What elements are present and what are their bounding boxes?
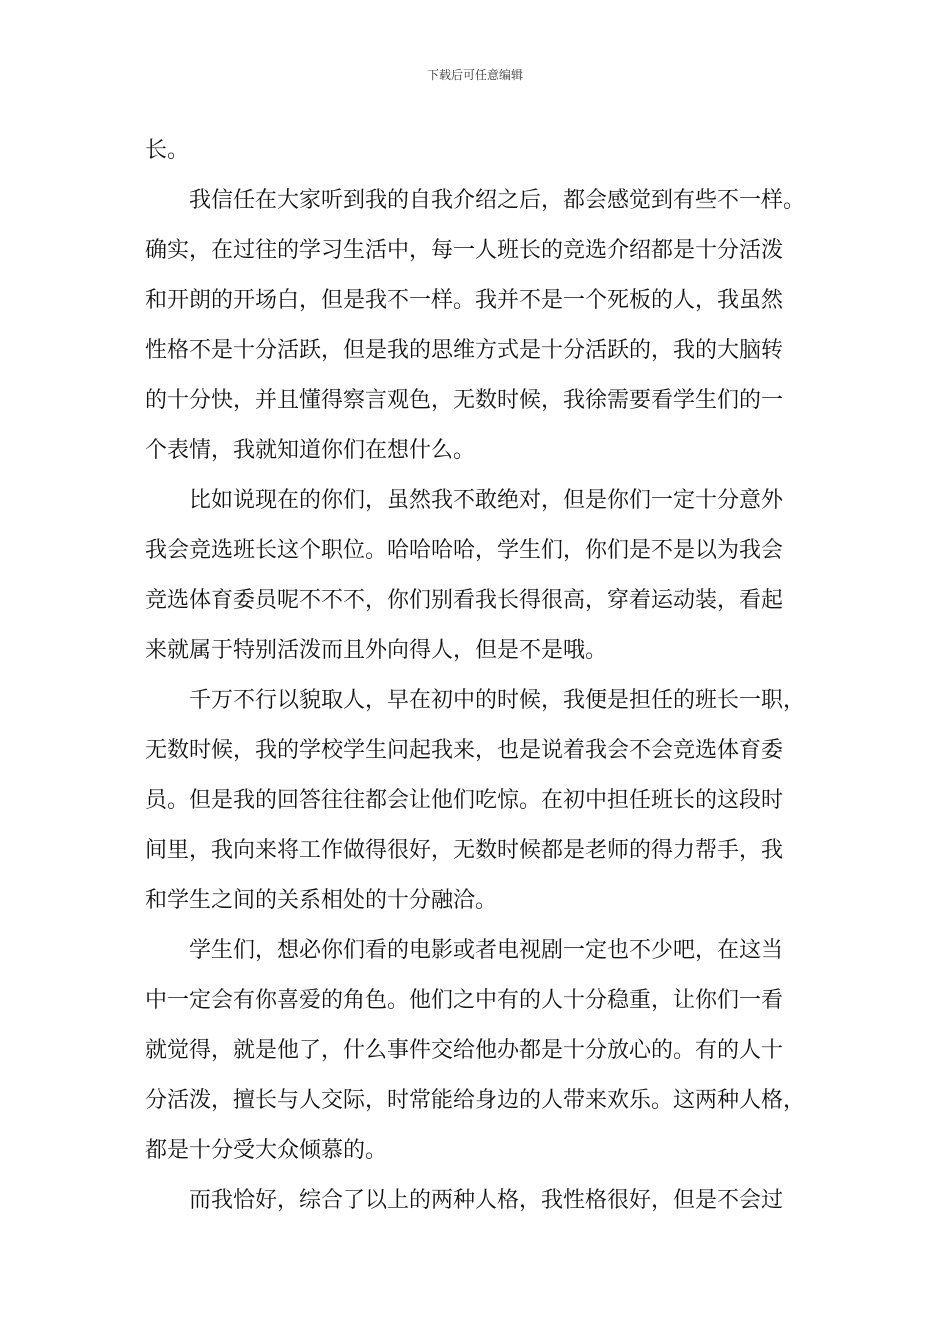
text-line: 竞选体育委员呢不不不，你们别看我长得很高，穿着运动装，看起 <box>145 588 784 613</box>
text-line: 和学生之间的关系相处的十分融洽。 <box>145 888 498 913</box>
text-line: 我会竞选班长这个职位。哈哈哈哈，学生们，你们是不是以为我会 <box>145 538 784 563</box>
text-line: 就觉得，就是他了，什么事件交给他办都是十分放心的。有的人十 <box>145 1038 784 1063</box>
text-line: 我信任在大家听到我的自我介绍之后，都会感觉到有些不一样。 <box>189 188 806 213</box>
document-body <box>145 126 810 1226</box>
text-line: 确实，在过往的学习生活中，每一人班长的竞选介绍都是十分活泼 <box>145 238 784 263</box>
text-line: 性格不是十分活跃，但是我的思维方式是十分活跃的，我的大脑转 <box>145 338 784 363</box>
text-line: 的十分快，并且懂得察言观色，无数时候，我徐需要看学生们的一 <box>145 388 784 413</box>
text-line: 学生们，想必你们看的电影或者电视剧一定也不少吧，在这当 <box>189 938 784 963</box>
text-line: 来就属于特别活泼而且外向得人，但是不是哦。 <box>145 638 608 663</box>
text-line: 长。 <box>145 138 190 163</box>
text-line: 千万不行以貌取人，早在初中的时候，我便是担任的班长一职， <box>189 688 806 713</box>
text-line: 比如说现在的你们，虽然我不敢绝对，但是你们一定十分意外 <box>189 488 784 513</box>
text-line: 中一定会有你喜爱的角色。他们之中有的人十分稳重，让你们一看 <box>145 988 784 1013</box>
text-line: 员。但是我的回答往往都会让他们吃惊。在初中担任班长的这段时 <box>145 788 784 813</box>
page-header: 下载后可任意编辑 <box>426 68 523 82</box>
text-line: 间里，我向来将工作做得很好，无数时候都是老师的得力帮手，我 <box>145 838 784 863</box>
text-line: 无数时候，我的学校学生问起我来，也是说着我会不会竞选体育委 <box>145 738 784 763</box>
text-line: 和开朗的开场白，但是我不一样。我并不是一个死板的人，我虽然 <box>145 288 784 313</box>
text-line: 都是十分受大众倾慕的。 <box>145 1138 388 1163</box>
text-line: 而我恰好，综合了以上的两种人格，我性格很好，但是不会过 <box>189 1188 784 1213</box>
text-line: 个表情，我就知道你们在想什么。 <box>145 438 476 463</box>
text-line: 分活泼，擅长与人交际，时常能给身边的人带来欢乐。这两种人格， <box>145 1088 806 1113</box>
